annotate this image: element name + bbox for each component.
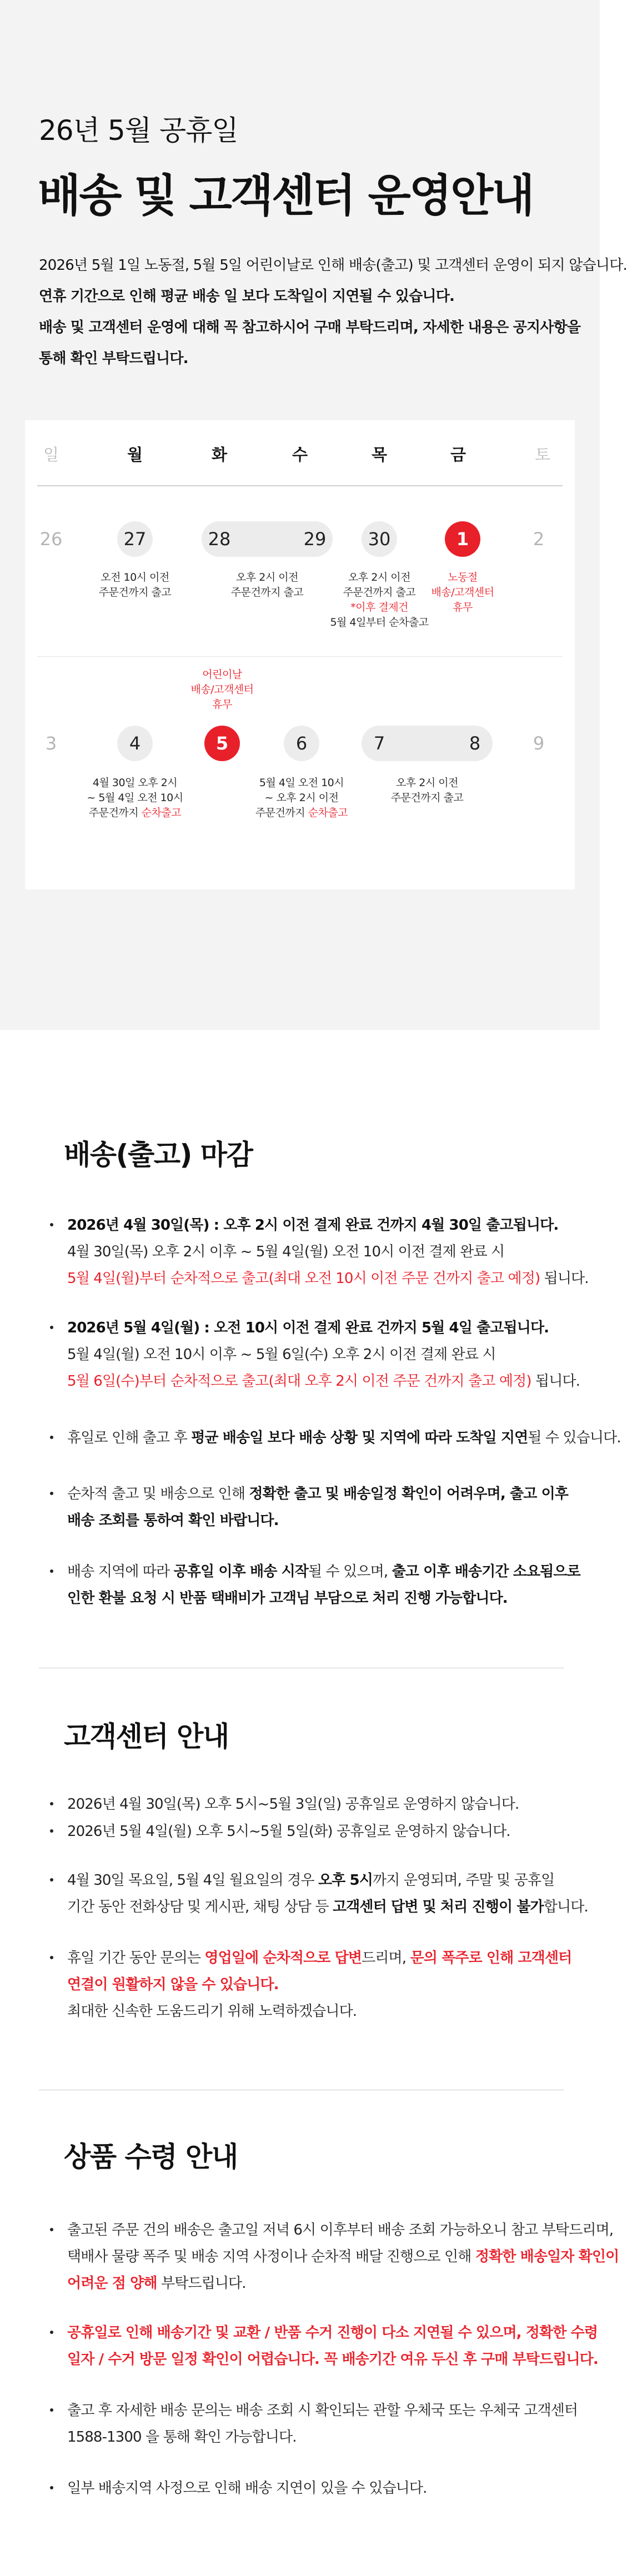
calendar-weekday-header xyxy=(25,420,575,487)
day-4: 4 xyxy=(117,726,153,761)
bullet-item: 배송 지역에 따라 공휴일 이후 배송 시작될 수 있으며, 출고 이후 배송기간 소요됨으로 인한 환불 요청 시 반품 택배비가 고객님 부담으로 처리 진행 가능합니다. xyxy=(50,1558,591,1612)
hero-intro xyxy=(39,250,627,374)
bullet-item: 일부 배송지역 사정으로 인해 배송 지연이 있을 수 있습니다. xyxy=(50,2475,591,2502)
weekday-tue: 화 xyxy=(211,445,227,464)
note-may4: 4월 30일 오후 2시 ~ 5월 4일 오전 10시 주문건까지 순차출고 xyxy=(87,777,183,819)
day-26: 26 xyxy=(39,529,63,550)
weekday-thu: 목 xyxy=(371,445,387,464)
intro-line: 2026년 5월 1일 노동절, 5월 5일 어린이날로 인해 배송(출고) 및 고객센터 운영이 되지 않습니다. xyxy=(39,257,627,274)
hero-subtitle: 26년 5월 공휴일 xyxy=(39,114,238,147)
bullet-item: 공휴일로 인해 배송기간 및 교환 / 반품 수거 진행이 다소 지연될 수 있으며, 정확한 수령 일자 / 수거 방문 일정 확인이 어렵습니다. 꼭 배송기간 여유 두신 후 구매 부탁드립니다. xyxy=(50,2320,591,2373)
intro-line: 연휴 기간으로 인해 평균 배송 일 보다 도착일이 지연될 수 있습니다. xyxy=(39,288,455,305)
day-7: 7 xyxy=(373,733,385,754)
weekday-sun: 일 xyxy=(43,445,59,464)
intro-line: 통해 확인 부탁드립니다. xyxy=(39,350,188,367)
bullet-item: 출고 후 자세한 배송 문의는 배송 조회 시 확인되는 관할 우체국 또는 우체국 고객센터 1588-1300 을 통해 확인 가능합니다. xyxy=(50,2397,591,2451)
bullet-item: 2026년 4월 30일(목) 오후 5시~5월 3일(일) 공휴일로 운영하지 않습니다. xyxy=(50,1791,591,1818)
day-27: 27 xyxy=(117,521,153,557)
day-28: 28 xyxy=(208,529,231,550)
day-5-holiday: 5 xyxy=(204,726,240,761)
calendar-week-divider xyxy=(37,656,563,657)
day-9: 9 xyxy=(533,733,545,754)
bullet-item: 2026년 5월 4일(월) 오후 5시~5월 5일(화) 공휴일로 운영하지 않습니다. xyxy=(50,1818,591,1845)
hero-title: 배송 및 고객센터 운영안내 xyxy=(38,170,533,222)
weekday-mon: 월 xyxy=(127,445,143,464)
day-29: 29 xyxy=(303,529,327,550)
day-6: 6 xyxy=(284,726,319,761)
hero-banner xyxy=(0,0,627,1030)
day-1-holiday: 1 xyxy=(445,521,480,557)
note-apr28-29: 오후 2시 이전 주문건까지 출고 xyxy=(230,571,304,598)
bullet-item: 휴일로 인해 출고 후 평균 배송일 보다 배송 상황 및 지역에 따라 도착일 지연될 수 있습니다. xyxy=(50,1425,591,1451)
note-apr27: 오전 10시 이전 주문건까지 출고 xyxy=(98,571,172,598)
note-may1-holiday: 노동절 배송/고객센터 휴무 xyxy=(431,571,494,613)
day-2: 2 xyxy=(533,529,545,550)
note-may6: 5월 4일 오전 10시 ~ 오후 2시 이전 주문건까지 순차출고 xyxy=(255,777,348,819)
intro-line: 배송 및 고객센터 운영에 대해 꼭 참고하시어 구매 부탁드리며, 자세한 내용은 공지사항을 xyxy=(39,319,581,336)
bullet-item: 순차적 출고 및 배송으로 인해 정확한 출고 및 배송일정 확인이 어려우며, 출고 이후 배송 조회를 통하여 확인 바랍니다. xyxy=(50,1481,591,1534)
note-apr30: 오후 2시 이전 주문건까지 출고 *이후 결제건 5월 4일부터 순차출고 xyxy=(330,571,429,628)
bullet-item: 2026년 4월 30일(목) : 오후 2시 이전 결제 완료 건까지 4월 30일 출고됩니다. 4월 30일(목) 오후 2시 이후 ~ 5월 4일(월) 오전 10시 이전 결제 완료 시 5월 4일(월)부터 순차적으로 출고(최대 오전 10시 이전 주문 건까지 출고 예정) 됩니다. xyxy=(50,1212,591,1292)
weekday-sat: 토 xyxy=(534,445,550,464)
holiday-calendar xyxy=(25,420,575,889)
note-may7-8: 오후 2시 이전 주문건까지 출고 xyxy=(390,777,464,804)
bullet-item: 4월 30일 목요일, 5월 4일 월요일의 경우 오후 5시까지 운영되며, 주말 및 공휴일 기간 동안 전화상담 및 게시판, 채팅 상담 등 고객센터 답변 및 처리 진행이 불가합니다. xyxy=(50,1867,591,1920)
bullet-item: 출고된 주문 건의 배송은 출고일 저녁 6시 이후부터 배송 조회 가능하오니 참고 부탁드리며, 택배사 물량 폭주 및 배송 지역 사정이나 순차적 배달 진행으로 인해 정확한 배송일자 확인이 어려운 점 양해 부탁드립니다. xyxy=(50,2217,591,2297)
note-may5-holiday: 어린이날 배송/고객센터 휴무 xyxy=(190,668,254,711)
bullet-item: 2026년 5월 4일(월) : 오전 10시 이전 결제 완료 건까지 5월 4일 출고됩니다. 5월 4일(월) 오전 10시 이후 ~ 5월 6일(수) 오후 2시 이전 결제 완료 시 5월 6일(수)부터 순차적으로 출고(최대 오후 2시 이전 주문 건까지 출고 예정) 됩니다. xyxy=(50,1315,591,1395)
day-8: 8 xyxy=(469,733,481,754)
day-3: 3 xyxy=(45,733,57,754)
weekday-fri: 금 xyxy=(450,445,466,464)
weekday-wed: 수 xyxy=(292,445,308,464)
bullet-item: 휴일 기간 동안 문의는 영업일에 순차적으로 답변드리며, 문의 폭주로 인해 고객센터 연결이 원활하지 않을 수 있습니다. 최대한 신속한 도움드리기 위해 노력하겠습니다. xyxy=(50,1945,591,2025)
section-heading: 배송(출고) 마감 xyxy=(64,1139,253,1171)
section-heading: 상품 수령 안내 xyxy=(64,2141,238,2173)
section-heading: 고객센터 안내 xyxy=(64,1720,229,1753)
calendar-header-line xyxy=(37,485,563,486)
day-30: 30 xyxy=(362,521,397,557)
